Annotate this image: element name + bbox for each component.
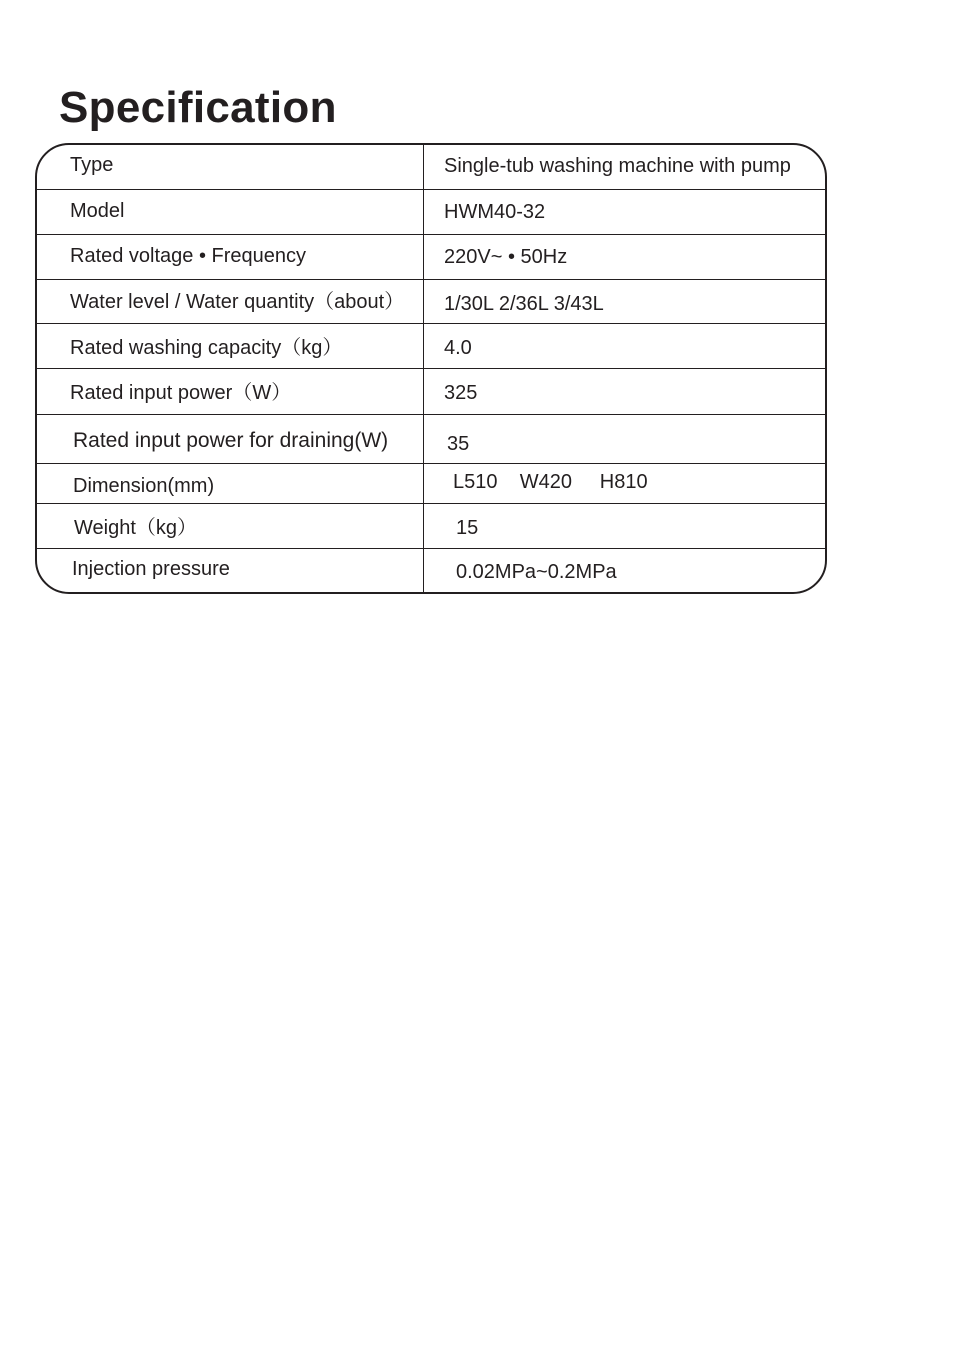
spec-value: 0.02MPa~0.2MPa: [456, 561, 617, 583]
spec-value: 1/30L 2/36L 3/43L: [444, 293, 604, 315]
spec-label: Water level / Water quantity（about）: [70, 291, 405, 313]
spec-label: Rated washing capacity（kg）: [70, 337, 343, 359]
table-row: [37, 503, 825, 549]
table-row: [37, 414, 825, 463]
specification-table: [35, 143, 827, 594]
table-row: [37, 548, 825, 594]
table-row: [37, 145, 825, 190]
spec-value: 4.0: [444, 337, 472, 359]
spec-value: 325: [444, 382, 478, 404]
table-row: [37, 234, 825, 279]
spec-value: L510 W420 H810: [453, 471, 648, 493]
page-title: Specification: [59, 83, 337, 132]
table-row: [37, 463, 825, 504]
spec-label: Rated voltage • Frequency: [70, 245, 307, 267]
spec-label: Dimension(mm): [73, 475, 215, 497]
spec-value: 35: [447, 433, 470, 455]
spec-label: Rated input power for draining(W): [73, 429, 389, 452]
spec-value: Single-tub washing machine with pump: [444, 155, 791, 177]
spec-value: 15: [456, 517, 479, 539]
spec-label: Model: [70, 200, 125, 222]
spec-label: Rated input power（W）: [70, 382, 292, 404]
spec-value: 220V~ • 50Hz: [444, 246, 568, 268]
spec-value: HWM40-32: [444, 201, 546, 223]
table-row: [37, 189, 825, 235]
table-row: [37, 323, 825, 369]
spec-label: Weight（kg）: [74, 517, 198, 539]
table-row: [37, 279, 825, 324]
spec-label: Type: [70, 154, 114, 176]
spec-label: Injection pressure: [72, 558, 230, 580]
table-row: [37, 368, 825, 415]
